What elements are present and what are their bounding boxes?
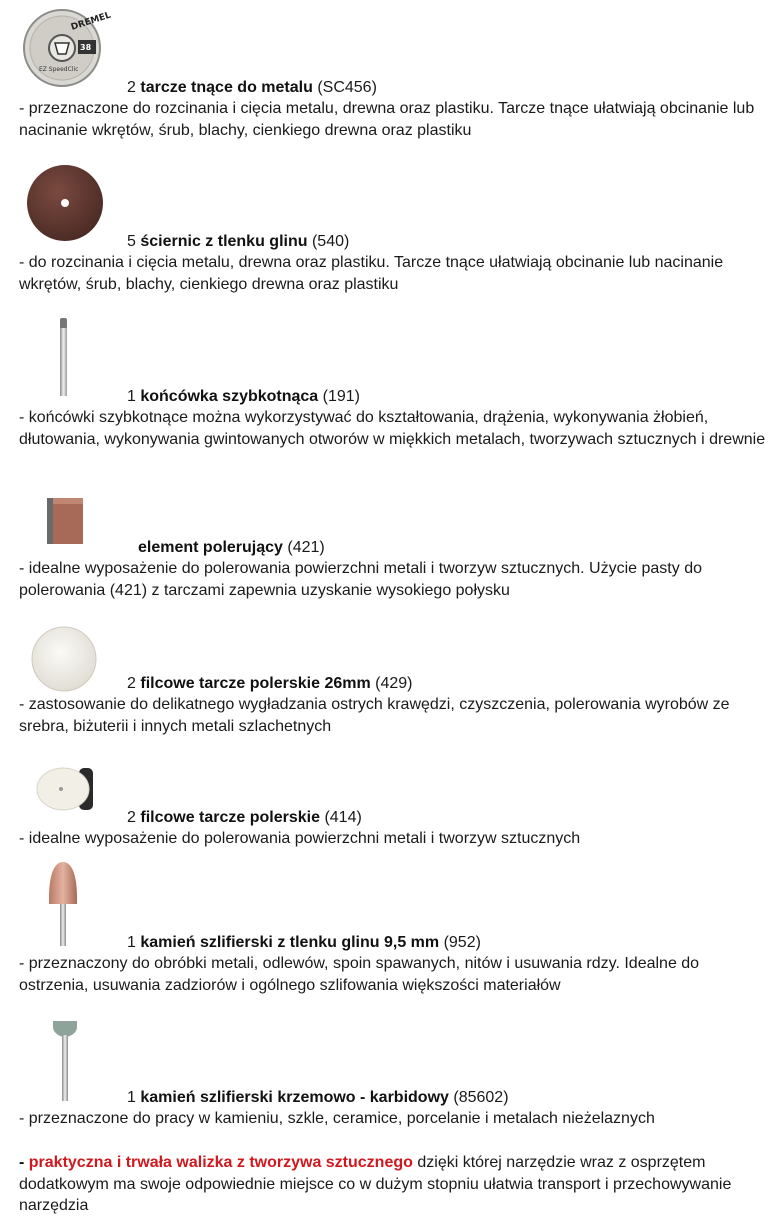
item-name: kamień szlifierski z tlenku glinu 9,5 mm bbox=[140, 934, 440, 951]
item-code: (191) bbox=[322, 388, 361, 405]
item-name: tarcze tnące do metalu bbox=[140, 79, 313, 96]
item-title bbox=[127, 808, 362, 828]
felt-wheel-small-image bbox=[35, 766, 97, 812]
cutting-disc-image bbox=[22, 8, 113, 88]
case-note bbox=[19, 1152, 767, 1217]
item-description: - zastosowanie do delikatnego wygładzania ostrych krawędzi, czyszczenia, polerowania wyrobów ze srebra, biżuterii i innych metali szlachetnych bbox=[19, 696, 730, 735]
item-code: (952) bbox=[443, 934, 481, 951]
item-name: filcowe tarcze polerskie 26mm bbox=[140, 675, 371, 692]
item-description: - przeznaczone do pracy w kamieniu, szkle, ceramice, porcelanie i metalach nieżelaznych bbox=[19, 1110, 655, 1127]
item-name: element polerujący bbox=[138, 539, 283, 556]
polishing-compound-image bbox=[45, 494, 87, 548]
felt-wheel-image bbox=[30, 625, 98, 693]
item-title bbox=[127, 674, 413, 694]
item-qty: 1 bbox=[127, 388, 136, 405]
hss-cutter-image bbox=[54, 316, 72, 398]
item-description: - przeznaczony do obróbki metali, odlewów, spoin spawanych, nitów i usuwania rdzy. Idealne do ostrzenia, usuwania zadziorów i ogólnego szlifowania większości materiałów bbox=[19, 955, 700, 994]
item-code: (540) bbox=[311, 233, 350, 250]
item-description: - przeznaczone do rozcinania i cięcia metalu, drewna oraz plastiku. Tarcze tnące ułatwiają obcinanie lub nacinanie wkrętów, śrub, blachy, cienkiego drewna oraz plastiku bbox=[19, 100, 755, 139]
item-title bbox=[127, 78, 377, 98]
item-code: (85602) bbox=[453, 1089, 509, 1106]
case-note-dash: - bbox=[19, 1154, 25, 1171]
svg-text:38: 38 bbox=[80, 43, 92, 52]
disc-brand-text: DREMEL bbox=[69, 10, 113, 33]
item-title bbox=[138, 538, 325, 558]
item-name: końcówka szybkotnąca bbox=[140, 388, 319, 405]
item-description: - idealne wyposażenie do polerowania powierzchni metali i tworzyw sztucznych. Użycie pasty do polerowania (421) z tarczami zapewnia uzyskanie wysokiego połysku bbox=[19, 560, 702, 599]
item-title bbox=[127, 1088, 509, 1108]
case-note-text: dzięki której narzędzie wraz z osprzętem dodatkowym ma swoje odpowiednie miejsce co w dużym stopniu ułatwia transport i przechowywanie narzędzia bbox=[19, 1154, 732, 1214]
item-title bbox=[127, 933, 481, 953]
item-code: (SC456) bbox=[317, 79, 377, 96]
item-description: - idealne wyposażenie do polerowania powierzchni metali i tworzyw sztucznych bbox=[19, 830, 581, 847]
item-description: - do rozcinania i cięcia metalu, drewna oraz plastiku. Tarcze tnące ułatwiają obcinanie lub nacinanie wkrętów, śrub, blachy, cienkiego drewna oraz plastiku bbox=[19, 254, 724, 293]
item-qty: 2 bbox=[127, 79, 136, 96]
item-title bbox=[127, 232, 349, 252]
silicon-carbide-stone-image bbox=[48, 1017, 82, 1103]
item-title bbox=[127, 387, 360, 407]
item-name: filcowe tarcze polerskie bbox=[140, 809, 320, 826]
item-name: kamień szlifierski krzemowo - karbidowy bbox=[140, 1089, 449, 1106]
item-qty: 2 bbox=[127, 809, 136, 826]
item-code: (414) bbox=[324, 809, 362, 826]
item-qty: 1 bbox=[127, 1089, 136, 1106]
grinding-stone-image bbox=[45, 858, 81, 948]
disc-label-text: EZ SpeedClic bbox=[39, 66, 79, 73]
case-note-highlight: praktyczna i trwała walizka z tworzywa sztucznego bbox=[28, 1154, 413, 1171]
item-code: (421) bbox=[287, 539, 325, 556]
item-code: (429) bbox=[375, 675, 413, 692]
item-qty: 2 bbox=[127, 675, 136, 692]
item-qty: 5 bbox=[127, 233, 136, 250]
item-description: - końcówki szybkotnące można wykorzystywać do kształtowania, drążenia, wykonywania żłobień, dłutowania, wykonywania gwintowanych otworów w miękkich metalach, tworzywach sztucznych i drewnie bbox=[19, 409, 766, 448]
abrasive-wheel-image bbox=[25, 163, 105, 243]
item-name: ściernic z tlenku glinu bbox=[140, 233, 308, 250]
item-qty: 1 bbox=[127, 934, 136, 951]
